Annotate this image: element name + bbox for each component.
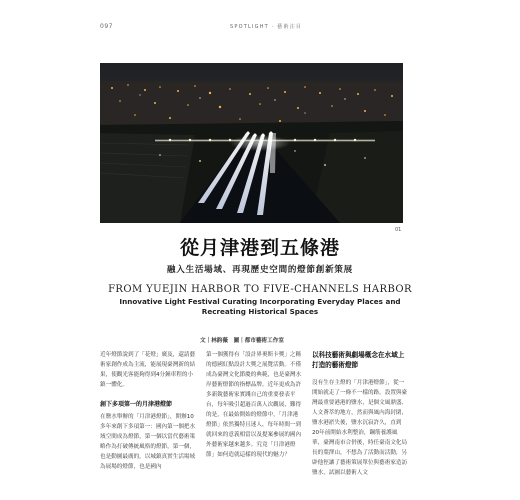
article-title-en: FROM YUEJIN HARBOR TO FIVE-CHANNELS HARBOR	[108, 284, 412, 295]
article-subtitle-en	[0, 297, 520, 317]
paragraph: 近年燈節說到了「花燈」廣及，還請藝術家創作成為主流，能展現臺灣新的結果，使觀光客能夠得到4分鐘車程的小鎮一體化。	[100, 352, 196, 388]
section-header: SPOTLIGHT · 藝術注目	[230, 24, 303, 30]
article-title-zh: 從月津港到五條港	[179, 237, 340, 259]
night-harbor-photo	[100, 63, 403, 223]
paragraph: 第一個獲得有「設計界奧斯卡獎」之稱的德國紅點設計大獎之展覽活動。不僅成為臺灣文化節慶的典範，也是臺灣水岸藝術燈節的指標品牌。近年更成為許多新銳藝術家實踐自己的重要發表平台，每年吸引超過百萬人次觀展，難得的是，在最始開始的燈節中，「月津港燈節」依然獨特且迷人，每年時間一到就回來的意義相當以及提案參展的國內外藝術家越來越多。究竟「月津港燈節」如何造就這樣的現代的魅力？	[206, 352, 302, 458]
column-3	[312, 350, 408, 478]
subtitle-en-line-2: Recreating Historical Spaces	[201, 307, 319, 316]
paragraph: 沒有生存主燈的「月津港燈節」，從一開始就走了一條不一樣的路。設置與臺灣最重要港港的鹽水，是個文風鼎盛、人文薈萃的地方，然而與風內海封閉，鹽水港淤失後，鹽水沉寂許久，直到20年前開始水利整治，鋼筋養護風華，臺灣南市合併後，時任臺南文化局長的葉澤山，不想為了活動而活動，另辟他徑讓了藝術策展單位與藝術家造訪鹽水，試圖以藝術人文	[312, 380, 408, 476]
column-1	[100, 350, 196, 472]
byline: 文｜林韵薇 圖｜都市藝術工作室	[200, 338, 284, 344]
page-number: 097	[100, 23, 113, 30]
subtitle-en-line-1: Innovative Light Festival Curating Incorporating Everyday Places and	[119, 297, 401, 306]
section-heading: 創下多項第一的月津港燈節	[100, 401, 173, 408]
section-heading: 以科技藝術與劇場概念在水域上打造的藝術燈節	[312, 351, 405, 369]
photo-number: 01	[395, 227, 402, 233]
paragraph: 在鹽水舉辦的「月津港燈節」，開辦10多年來創下多項第一：國內第一個把水域空間成為燈節，第一個以當代藝術策略作為打破傳統風格的燈節，第一個，也是動圖最廣的，以城鎮真實生活場域為展場的燈節，也是國內	[100, 414, 196, 470]
column-2	[206, 350, 302, 460]
article-subtitle-zh: 融入生活場域、再現歷史空間的燈節創新策展	[166, 265, 353, 275]
